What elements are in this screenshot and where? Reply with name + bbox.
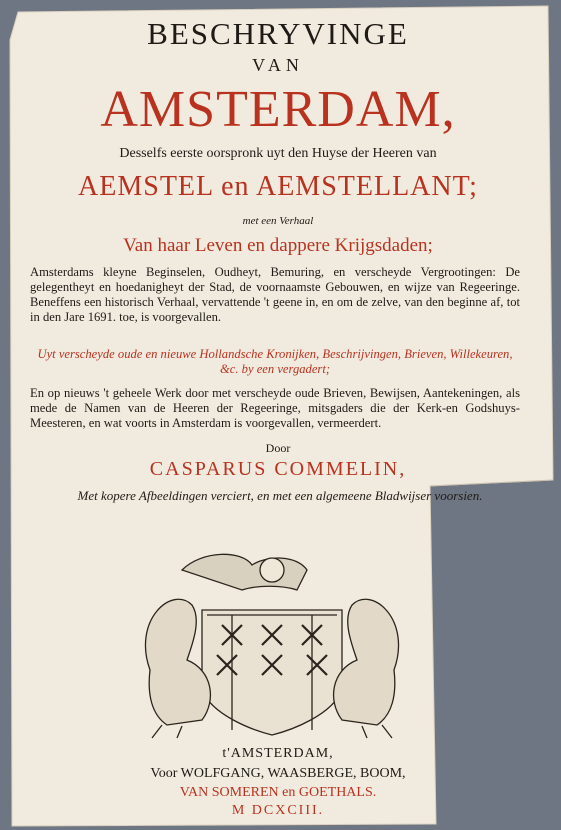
title-line-5: AEMSTEL en AEMSTELLANT; [78,171,478,202]
by-label: Door [265,441,291,455]
imprint-place: t'AMSTERDAM, [222,746,334,761]
imprint-publisher-1: Voor WOLFGANG, WAASBERGE, BOOM, [150,766,406,781]
title-line-2: VAN [252,55,304,75]
title-line-4: Desselfs eerste oorspronk uyt den Huyse der Heeren van [119,146,437,161]
amsterdam-coat-of-arms [132,550,412,740]
author-name: CASPARUS COMMELIN, [149,458,407,480]
imprint-year: M DCXCIII. [231,803,325,818]
title-city: AMSTERDAM, [100,81,456,138]
title-line-7: Van haar Leven en dappere Krijgsdaden; [123,235,433,256]
body-paragraph-2: Uyt verscheyde oude en nieuwe Hollandsche Kronijken, Beschrijvingen, Brieven, Willekeuren, &c. by een vergadert; [37,347,513,376]
illustrations-note: Met kopere Afbeeldingen verciert, en met een algemeene Bladwijser voorsien. [77,488,483,503]
title-line-1: BESCHRYVINGE [147,16,409,51]
body-paragraph-3: En op nieuws 't geheele Werk door met verscheyde oude Brieven, Bewijsen, Aantekeningen, als mede de Namen van de Heeren der Regeeringe, mitsgaders die der Kerk-en Godshuys-Meesteren, en wat voorts in Amsterdam is voorgevallen, vermeerdert. [30,386,520,430]
title-line-6: met een Verhaal [242,215,314,227]
body-paragraph-1: Amsterdams kleyne Beginselen, Oudheyt, Bemuring, en verscheyde Vergrootingen: De gelegentheyt en hoedanigheyt der Stad, de voornaamste Gebouwen, en wijze van Regeeringe. Beneffens een historisch Verhaal, vervattende 't geene in, en om de zelve, van den beginne af, tot in den Jare 1691. toe, is voorgevallen. [30,265,520,324]
imprint-publisher-2: VAN SOMEREN en GOETHALS. [179,785,377,800]
